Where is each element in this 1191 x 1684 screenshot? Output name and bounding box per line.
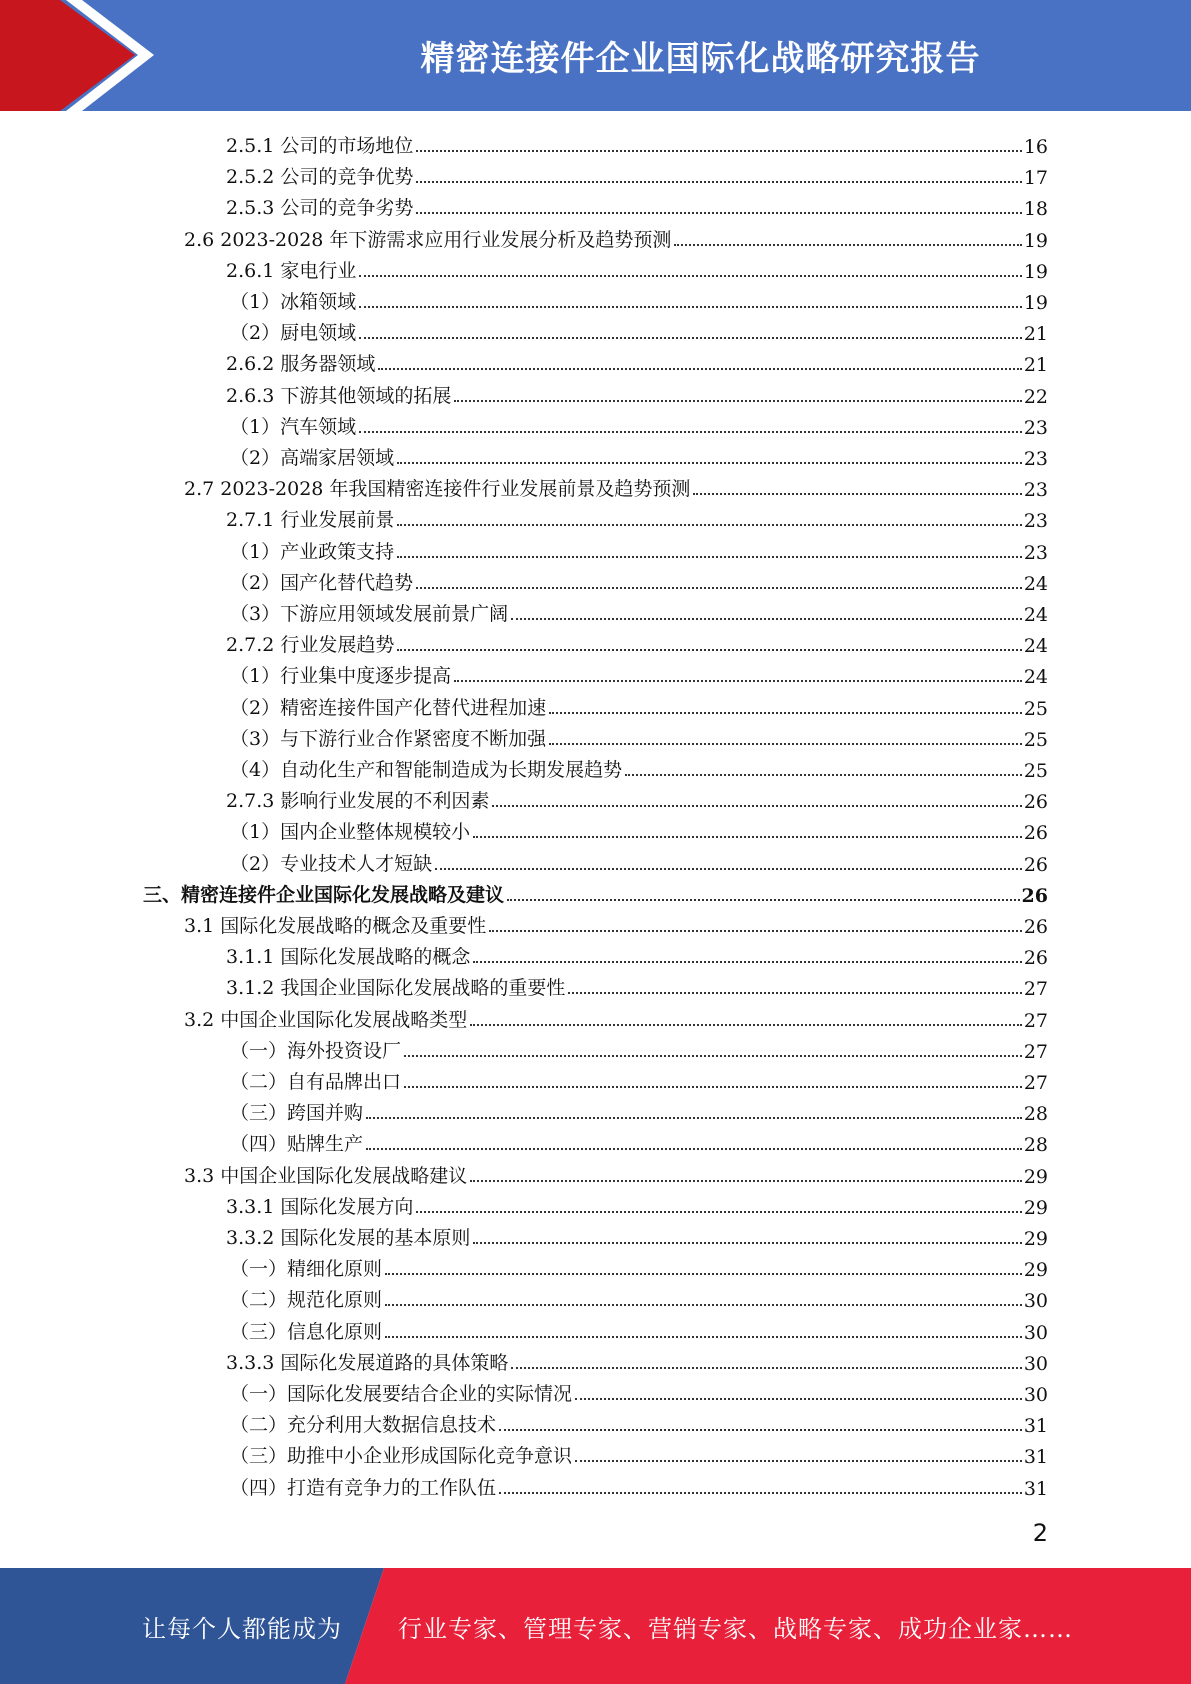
toc-entry-label: （二）充分利用大数据信息技术 — [230, 1414, 497, 1436]
toc-dot-leader — [416, 586, 1022, 589]
toc-entry-label: 3.1.1 国际化发展战略的概念 — [226, 946, 471, 968]
toc-entry[interactable] — [230, 439, 1048, 470]
toc-entry[interactable] — [230, 1469, 1048, 1500]
toc-entry-label: （二）规范化原则 — [230, 1289, 383, 1311]
toc-entry[interactable] — [226, 158, 1048, 189]
toc-dot-leader — [625, 773, 1022, 776]
toc-dot-leader — [416, 149, 1021, 152]
toc-dot-leader — [397, 523, 1021, 526]
toc-dot-leader — [470, 1023, 1022, 1026]
toc-dot-leader — [454, 679, 1022, 682]
toc-entry[interactable] — [226, 501, 1048, 532]
toc-entry-label: （2）国产化替代趋势 — [230, 572, 414, 594]
toc-entry[interactable] — [226, 1344, 1048, 1375]
toc-entry-page: 23 — [1023, 542, 1048, 564]
toc-entry-label: （一）精细化原则 — [230, 1258, 383, 1280]
toc-entry[interactable] — [184, 470, 1048, 501]
toc-dot-leader — [470, 1179, 1022, 1182]
toc-entry-page: 29 — [1023, 1228, 1048, 1250]
toc-entry-page: 27 — [1023, 1041, 1048, 1063]
toc-entry-label: 3.3 中国企业国际化发展战略建议 — [184, 1165, 468, 1187]
toc-dot-leader — [397, 648, 1021, 651]
toc-entry[interactable] — [184, 221, 1048, 252]
toc-entry-label: （三）跨国并购 — [230, 1102, 364, 1124]
toc-entry[interactable] — [184, 907, 1048, 938]
toc-entry-label: （1）汽车领域 — [230, 416, 357, 438]
toc-dot-leader — [568, 991, 1021, 994]
toc-entry-page: 27 — [1023, 978, 1048, 1000]
toc-entry[interactable] — [230, 564, 1048, 595]
toc-entry-label: （2）高端家居领域 — [230, 447, 395, 469]
header-title: 精密连接件企业国际化战略研究报告 — [420, 39, 981, 79]
toc-entry-label: （一）国际化发展要结合企业的实际情况 — [230, 1383, 573, 1405]
toc-entry-page: 25 — [1023, 760, 1048, 782]
toc-entry-label: （3）与下游行业合作紧密度不断加强 — [230, 728, 547, 750]
toc-entry[interactable] — [226, 189, 1048, 220]
toc-entry[interactable] — [230, 813, 1048, 844]
toc-dot-leader — [575, 1459, 1022, 1462]
toc-entry[interactable] — [230, 595, 1048, 626]
toc-dot-leader — [492, 804, 1021, 807]
toc-entry-page: 26 — [1023, 791, 1048, 813]
toc-entry-page: 27 — [1023, 1072, 1048, 1094]
toc-entry-page: 21 — [1023, 354, 1048, 376]
toc-entry[interactable] — [230, 751, 1048, 782]
toc-entry-page: 26 — [1023, 947, 1048, 969]
toc-entry-label: 2.7.3 影响行业发展的不利因素 — [226, 790, 490, 812]
toc-dot-leader — [674, 243, 1021, 246]
toc-entry[interactable] — [226, 345, 1048, 376]
toc-entry-label: （1）行业集中度逐步提高 — [230, 665, 452, 687]
toc-entry[interactable] — [230, 1094, 1048, 1125]
toc-entry-page: 19 — [1023, 261, 1048, 283]
toc-dot-leader — [359, 430, 1022, 433]
toc-entry-page: 25 — [1023, 729, 1048, 751]
toc-entry[interactable] — [230, 1281, 1048, 1312]
toc-entry-label: （三）信息化原则 — [230, 1321, 383, 1343]
toc-entry[interactable] — [230, 657, 1048, 688]
toc-dot-leader — [366, 1147, 1022, 1150]
toc-entry-label: （4）自动化生产和智能制造成为长期发展趋势 — [230, 759, 623, 781]
toc-entry-label: （2）精密连接件国产化替代进程加速 — [230, 697, 547, 719]
toc-dot-leader — [454, 399, 1021, 402]
toc-dot-leader — [404, 1085, 1022, 1088]
toc-entry[interactable] — [143, 876, 1048, 907]
toc-entry[interactable] — [230, 720, 1048, 751]
toc-entry[interactable] — [230, 1437, 1048, 1468]
toc-entry[interactable] — [230, 689, 1048, 720]
toc-entry-page: 23 — [1023, 417, 1048, 439]
toc-entry[interactable] — [230, 1375, 1048, 1406]
toc-dot-leader — [404, 1054, 1022, 1057]
toc-entry[interactable] — [230, 314, 1048, 345]
toc-dot-leader — [549, 742, 1022, 745]
toc-dot-leader — [378, 367, 1021, 370]
toc-entry[interactable] — [226, 1219, 1048, 1250]
toc-entry-label: 2.6.2 服务器领域 — [226, 353, 376, 375]
toc-entry[interactable] — [230, 1313, 1048, 1344]
toc-dot-leader — [473, 960, 1021, 963]
toc-dot-leader — [397, 461, 1022, 464]
toc-entry-label: 2.5.2 公司的竞争优势 — [226, 166, 414, 188]
toc-entry-page: 16 — [1023, 136, 1048, 158]
toc-entry-page: 29 — [1023, 1197, 1048, 1219]
page-header — [0, 0, 1191, 111]
toc-entry[interactable] — [230, 283, 1048, 314]
toc-dot-leader — [473, 1241, 1021, 1244]
toc-entry-label: （1）国内企业整体规模较小 — [230, 821, 471, 843]
toc-entry[interactable] — [230, 1406, 1048, 1437]
toc-entry-page: 24 — [1023, 635, 1048, 657]
toc-entry-page: 19 — [1023, 292, 1048, 314]
toc-entry-page: 23 — [1023, 510, 1048, 532]
toc-entry[interactable] — [226, 127, 1048, 158]
toc-entry-label: 2.7 2023-2028 年我国精密连接件行业发展前景及趋势预测 — [184, 478, 691, 500]
toc-entry[interactable] — [230, 1250, 1048, 1281]
toc-entry-page: 23 — [1023, 479, 1048, 501]
toc-dot-leader — [511, 1366, 1021, 1369]
toc-entry[interactable] — [184, 1157, 1048, 1188]
toc-dot-leader — [385, 1335, 1022, 1338]
toc-entry-label: （一）海外投资设厂 — [230, 1040, 402, 1062]
toc-entry-label: （3）下游应用领域发展前景广阔 — [230, 603, 509, 625]
toc-entry-page: 26 — [1023, 854, 1048, 876]
toc-entry-label: 3.3.1 国际化发展方向 — [226, 1196, 414, 1218]
toc-entry[interactable] — [226, 969, 1048, 1000]
toc-dot-leader — [359, 305, 1022, 308]
toc-entry-label: 2.6 2023-2028 年下游需求应用行业发展分析及趋势预测 — [184, 229, 672, 251]
toc-entry[interactable] — [184, 1001, 1048, 1032]
toc-entry[interactable] — [230, 408, 1048, 439]
toc-entry-label: （2）专业技术人才短缺 — [230, 853, 433, 875]
toc-dot-leader — [359, 274, 1021, 277]
toc-entry-label: 2.6.3 下游其他领域的拓展 — [226, 385, 452, 407]
toc-entry-page: 26 — [1023, 916, 1048, 938]
toc-entry-page: 25 — [1023, 698, 1048, 720]
toc-entry-label: （二）自有品牌出口 — [230, 1071, 402, 1093]
chevron-logo-icon — [0, 0, 160, 111]
toc-entry-page: 22 — [1023, 386, 1048, 408]
footer-slogan-right: 行业专家、管理专家、营销专家、战略专家、成功企业家…… — [398, 1614, 1073, 1643]
toc-entry-page: 17 — [1023, 167, 1048, 189]
toc-entry-label: 2.5.1 公司的市场地位 — [226, 135, 414, 157]
toc-entry-page: 26 — [1023, 822, 1048, 844]
toc-entry-page: 24 — [1023, 573, 1048, 595]
toc-entry-page: 28 — [1023, 1134, 1048, 1156]
toc-dot-leader — [416, 211, 1021, 214]
toc-dot-leader — [693, 492, 1021, 495]
toc-entry[interactable] — [230, 1063, 1048, 1094]
toc-entry-label: （四）贴牌生产 — [230, 1133, 364, 1155]
toc-entry-page: 21 — [1023, 323, 1048, 345]
toc-entry[interactable] — [226, 782, 1048, 813]
toc-dot-leader — [416, 180, 1021, 183]
toc-entry-label: 3.3.2 国际化发展的基本原则 — [226, 1227, 471, 1249]
toc-entry-page: 28 — [1023, 1103, 1048, 1125]
toc-dot-leader — [575, 1397, 1022, 1400]
toc-entry-label: 2.5.3 公司的竞争劣势 — [226, 197, 414, 219]
toc-entry-label: 2.7.2 行业发展趋势 — [226, 634, 395, 656]
toc-entry-page: 29 — [1023, 1166, 1048, 1188]
toc-entry-label: 三、精密连接件企业国际化发展战略及建议 — [143, 884, 505, 906]
toc-entry[interactable] — [226, 377, 1048, 408]
toc-dot-leader — [366, 1116, 1022, 1119]
toc-entry-label: （1）冰箱领域 — [230, 291, 357, 313]
toc-entry-page: 30 — [1023, 1290, 1048, 1312]
toc-entry-label: （三）助推中小企业形成国际化竞争意识 — [230, 1445, 573, 1467]
toc-entry[interactable] — [230, 533, 1048, 564]
toc-entry-page: 26 — [1021, 885, 1048, 907]
toc-entry-page: 18 — [1023, 198, 1048, 220]
page-footer — [0, 1568, 1191, 1684]
toc-entry-label: 2.7.1 行业发展前景 — [226, 509, 395, 531]
toc-entry-label: （四）打造有竞争力的工作队伍 — [230, 1477, 497, 1499]
toc-dot-leader — [489, 929, 1022, 932]
toc-entry-page: 24 — [1023, 666, 1048, 688]
toc-entry-label: 3.1 国际化发展战略的概念及重要性 — [184, 915, 487, 937]
toc-entry-page: 27 — [1023, 1010, 1048, 1032]
toc-entry-label: 3.3.3 国际化发展道路的具体策略 — [226, 1352, 509, 1374]
toc-dot-leader — [507, 898, 1020, 901]
toc-entry[interactable] — [230, 845, 1048, 876]
toc-entry-label: 3.2 中国企业国际化发展战略类型 — [184, 1009, 468, 1031]
toc-entry-label: 2.6.1 家电行业 — [226, 260, 357, 282]
toc-entry-page: 31 — [1023, 1446, 1048, 1468]
toc-entry[interactable] — [226, 1188, 1048, 1219]
toc-entry-page: 30 — [1023, 1384, 1048, 1406]
toc-entry-label: 3.1.2 我国企业国际化发展战略的重要性 — [226, 977, 566, 999]
toc-entry-page: 31 — [1023, 1478, 1048, 1500]
toc-dot-leader — [499, 1491, 1022, 1494]
toc-dot-leader — [397, 555, 1022, 558]
toc-entry-page: 24 — [1023, 604, 1048, 626]
toc-entry-page: 31 — [1023, 1415, 1048, 1437]
toc-dot-leader — [385, 1272, 1022, 1275]
toc-entry[interactable] — [230, 1032, 1048, 1063]
toc-entry-page: 29 — [1023, 1259, 1048, 1281]
toc-entry[interactable] — [230, 1125, 1048, 1156]
toc-dot-leader — [499, 1428, 1022, 1431]
toc-entry-label: （2）厨电领域 — [230, 322, 357, 344]
toc-dot-leader — [385, 1303, 1022, 1306]
toc-dot-leader — [511, 617, 1022, 620]
toc-entry-page: 30 — [1023, 1322, 1048, 1344]
toc-dot-leader — [416, 1210, 1021, 1213]
toc-entry[interactable] — [226, 626, 1048, 657]
toc-entry[interactable] — [226, 938, 1048, 969]
toc-entry-page: 19 — [1023, 230, 1048, 252]
footer-slogan-left: 让每个人都能成为 — [142, 1614, 342, 1643]
page-number: 2 — [1032, 1519, 1048, 1547]
toc-entry-page: 23 — [1023, 448, 1048, 470]
toc-dot-leader — [473, 835, 1022, 838]
toc-dot-leader — [435, 867, 1022, 870]
toc-entry-label: （1）产业政策支持 — [230, 541, 395, 563]
toc-dot-leader — [359, 336, 1022, 339]
toc-entry[interactable] — [226, 252, 1048, 283]
toc-dot-leader — [549, 711, 1022, 714]
toc-entry-page: 30 — [1023, 1353, 1048, 1375]
